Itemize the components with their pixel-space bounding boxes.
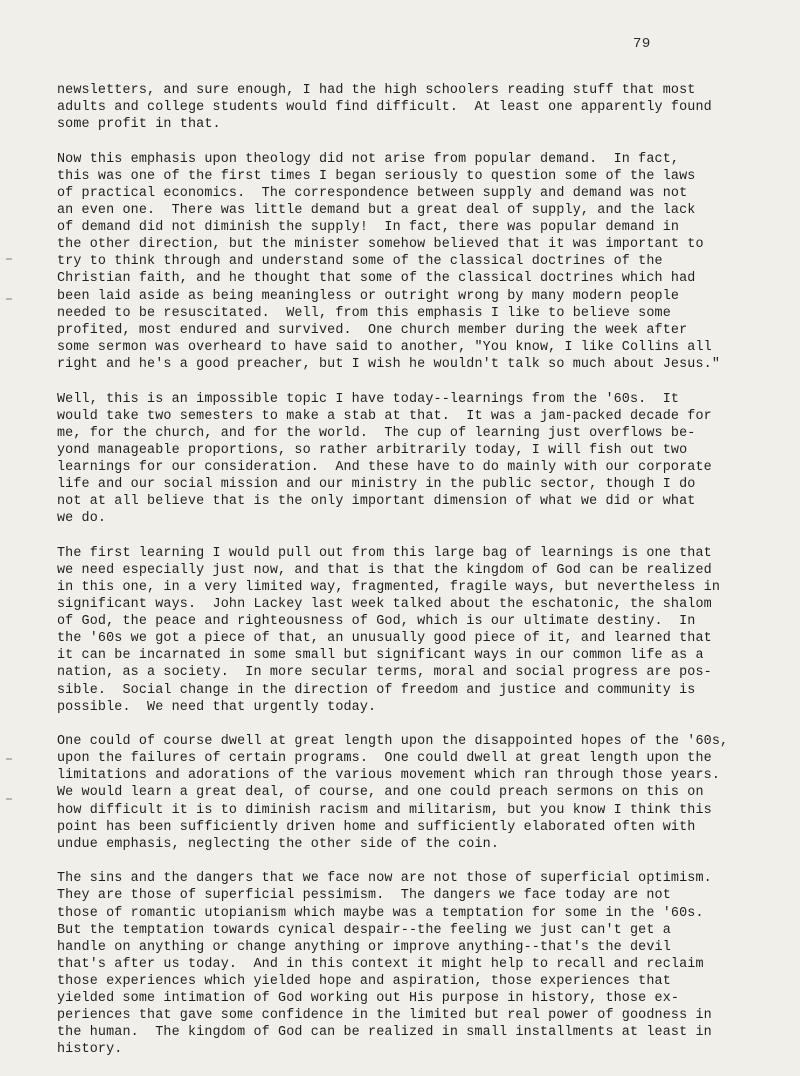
text-line: right and he's a good preacher, but I wish he wouldn't talk so much about Jesus.": [57, 356, 721, 372]
text-line: Now this emphasis upon theology did not arise from popular demand. In fact,: [57, 151, 680, 167]
text-line: handle on anything or change anything or improve anything--that's the devil: [57, 939, 671, 955]
text-line: how difficult it is to diminish racism and militarism, but you know I think this: [57, 802, 712, 818]
paragraph: [57, 151, 757, 373]
text-line: this was one of the first times I began seriously to question some of the laws: [57, 168, 696, 184]
text-line: some sermon was overheard to have said to another, "You know, I like Collins all: [57, 339, 712, 355]
text-line: that's after us today. And in this context it might help to recall and reclaim: [57, 956, 704, 972]
paragraph: [57, 545, 757, 716]
text-line: But the temptation towards cynical despair--the feeling we just can't get a: [57, 922, 671, 938]
text-line: significant ways. John Lackey last week talked about the eschatonic, the shalom: [57, 597, 712, 613]
margin-mark: [6, 298, 12, 300]
text-line: of God, the peace and righteousness of God, which is our ultimate destiny. In: [57, 614, 696, 630]
text-line: One could of course dwell at great length upon the disappointed hopes of the '60s,: [57, 734, 729, 750]
text-line: would take two semesters to make a stab at that. It was a jam-packed decade for: [57, 408, 712, 424]
text-line: limitations and adorations of the various movement which ran through those years.: [57, 768, 721, 784]
text-line: We would learn a great deal, of course, and one could preach sermons on this on: [57, 785, 704, 801]
text-line: yond manageable proportions, so rather arbitrarily today, I will fish out two: [57, 442, 688, 458]
text-line: an even one. There was little demand but a great deal of supply, and the lack: [57, 203, 696, 219]
text-line: needed to be resuscitated. Well, from this emphasis I like to believe some: [57, 305, 671, 321]
text-line: The sins and the dangers that we face now are not those of superficial optimism.: [57, 871, 712, 887]
text-line: the human. The kingdom of God can be realized in small installments at least in: [57, 1025, 712, 1041]
text-line: They are those of superficial pessimism. The dangers we face today are not: [57, 888, 671, 904]
margin-mark: [6, 758, 12, 760]
text-line: not at all believe that is the only important dimension of what we did or what: [57, 494, 696, 510]
text-line: Christian faith, and he thought that some of the classical doctrines which had: [57, 271, 696, 287]
text-line: yielded some intimation of God working out His purpose in history, those ex-: [57, 991, 680, 1006]
text-line: those experiences which yielded hope and aspiration, those experiences that: [57, 973, 671, 989]
text-line: it can be incarnated in some small but significant ways in our common life as a: [57, 648, 704, 664]
page-number: 79: [633, 36, 651, 52]
text-line: me, for the church, and for the world. The cup of learning just overflows be-: [57, 425, 696, 441]
paragraph: [57, 733, 757, 853]
text-line: some profit in that.: [57, 117, 221, 133]
paragraph: [57, 391, 757, 528]
text-line: the '60s we got a piece of that, an unusually good piece of it, and learned that: [57, 631, 712, 647]
text-line: The first learning I would pull out from this large bag of learnings is one that: [57, 545, 712, 561]
text-line: sible. Social change in the direction of freedom and justice and community is: [57, 682, 696, 698]
margin-mark: [6, 798, 12, 800]
body-text: [57, 82, 757, 1076]
text-line: nation, as a society. In more secular terms, moral and social progress are pos-: [57, 665, 712, 681]
paragraph: [57, 870, 757, 1058]
text-line: undue emphasis, neglecting the other side of the coin.: [57, 836, 500, 852]
text-line: profited, most endured and survived. One church member during the week after: [57, 322, 688, 338]
text-line: of practical economics. The correspondence between supply and demand was not: [57, 185, 688, 201]
text-line: possible. We need that urgently today.: [57, 699, 377, 715]
text-line: the other direction, but the minister somehow believed that it was important to: [57, 237, 704, 253]
text-line: life and our social mission and our ministry in the public sector, though I do: [57, 476, 696, 492]
text-line: we need especially just now, and that is that the kingdom of God can be realized: [57, 562, 712, 578]
text-line: point has been sufficiently driven home and sufficiently elaborated often with: [57, 819, 696, 835]
text-line: we do.: [57, 511, 107, 527]
text-line: upon the failures of certain programs. One could dwell at great length upon the: [57, 751, 712, 767]
text-line: learnings for our consideration. And these have to do mainly with our corporate: [57, 459, 712, 475]
text-line: try to think through and understand some of the classical doctrines of the: [57, 254, 663, 270]
text-line: newsletters, and sure enough, I had the high schoolers reading stuff that most: [57, 83, 696, 98]
margin-mark: [6, 258, 12, 260]
text-line: periences that gave some confidence in the limited but real power of goodness in: [57, 1008, 712, 1024]
text-line: those of romantic utopianism which maybe was a temptation for some in the '60s.: [57, 905, 704, 921]
text-line: adults and college students would find difficult. At least one apparently found: [57, 100, 712, 116]
paragraph: [57, 82, 757, 133]
text-line: been laid aside as being meaningless or outright wrong by many modern people: [57, 288, 680, 304]
text-line: Well, this is an impossible topic I have today--learnings from the '60s. It: [57, 391, 680, 407]
text-line: of demand did not diminish the supply! In fact, there was popular demand in: [57, 220, 680, 236]
text-line: history.: [57, 1042, 123, 1058]
text-line: in this one, in a very limited way, fragmented, fragile ways, but nevertheless in: [57, 579, 721, 595]
